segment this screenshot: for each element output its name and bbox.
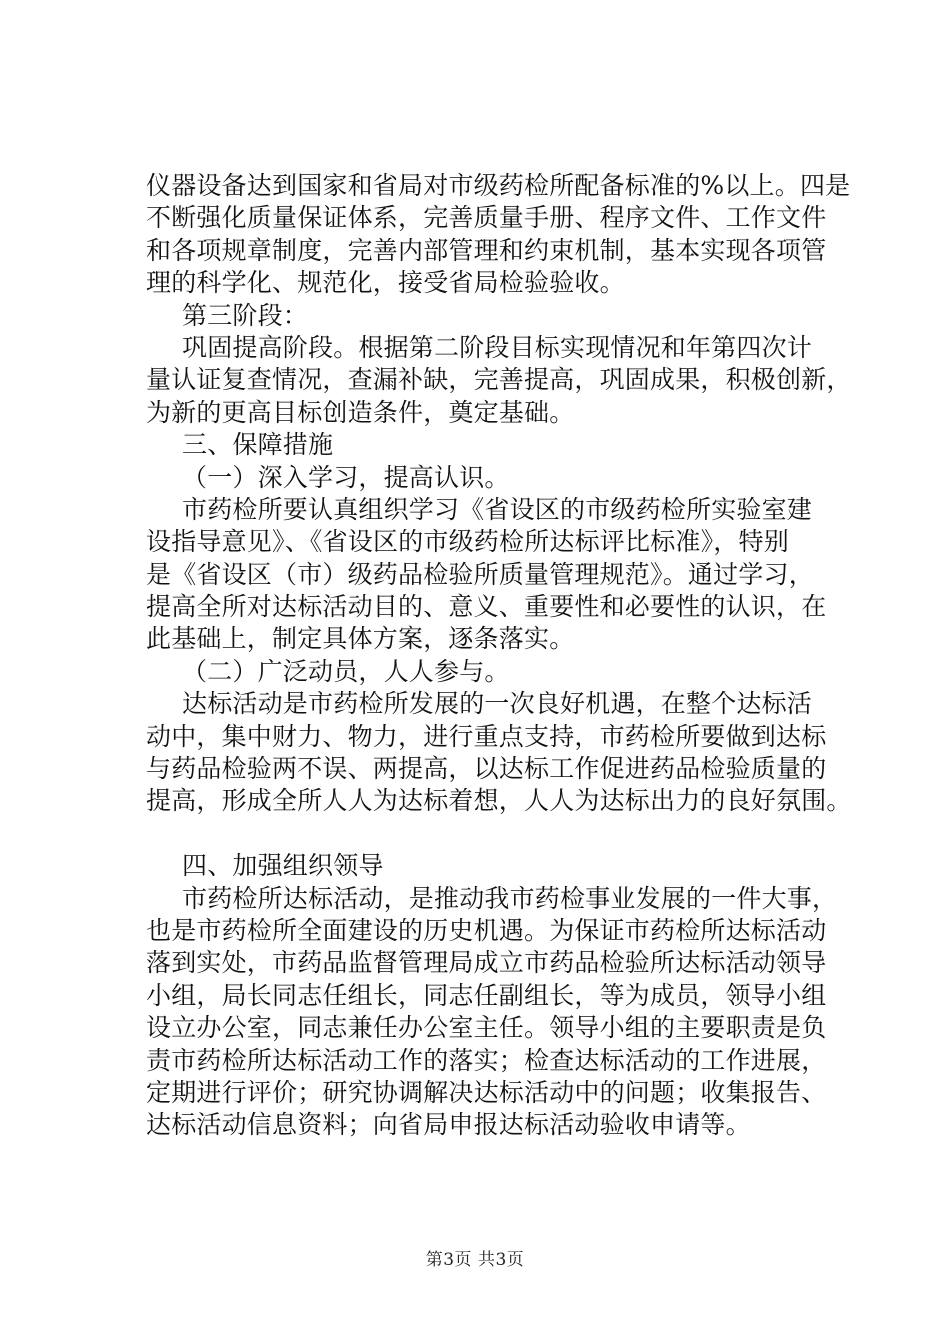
paragraph-line: 提高，形成全所人人为达标着想，人人为达标出力的良好氛围。 bbox=[146, 786, 852, 816]
paragraph-line: 是《省设区（市）级药品检验所质量管理规范》。通过学习， bbox=[146, 559, 814, 589]
section-heading: 四、加强组织领导 bbox=[182, 851, 384, 881]
paragraph-line: 和各项规章制度，完善内部管理和约束机制，基本实现各项管 bbox=[146, 235, 827, 265]
paragraph-line: 达标活动是市药检所发展的一次良好机遇，在整个达标活 bbox=[182, 689, 813, 719]
paragraph-line: 为新的更高目标创造条件，奠定基础。 bbox=[146, 397, 575, 427]
paragraph-line: 市药检所要认真组织学习《省设区的市级药检所实验室建 bbox=[182, 494, 813, 524]
paragraph-line: 设立办公室，同志兼任办公室主任。领导小组的主要职责是负 bbox=[146, 1013, 827, 1043]
paragraph-line: 也是市药检所全面建设的历史机遇。为保证市药检所达标活动 bbox=[146, 915, 827, 945]
paragraph-line: 动中，集中财力、物力，进行重点支持，市药检所要做到达标 bbox=[146, 721, 827, 751]
blank-line bbox=[146, 818, 846, 850]
section-heading: 第三阶段： bbox=[182, 300, 309, 330]
document-body bbox=[146, 170, 852, 1142]
paragraph-line: 达标活动信息资料；向省局申报达标活动验收申请等。 bbox=[146, 1110, 751, 1140]
paragraph-line: 提高全所对达标活动目的、意义、重要性和必要性的认识，在 bbox=[146, 592, 827, 622]
subsection-heading: （二）广泛动员，人人参与。 bbox=[182, 656, 510, 686]
paragraph-line: 定期进行评价；研究协调解决达标活动中的问题；收集报告、 bbox=[146, 1077, 827, 1107]
page-footer: 第3页 共3页 bbox=[425, 1250, 525, 1270]
subsection-heading: （一）深入学习，提高认识。 bbox=[182, 462, 510, 492]
paragraph-line: 设指导意见》、《省设区的市级药检所达标评比标准》，特别 bbox=[146, 527, 789, 557]
paragraph-line: 巩固提高阶段。根据第二阶段目标实现情况和年第四次计 bbox=[182, 332, 813, 362]
section-heading: 三、保障措施 bbox=[182, 430, 334, 460]
paragraph-line: 与药品检验两不误、两提高，以达标工作促进药品检验质量的 bbox=[146, 754, 827, 784]
paragraph-line: 小组，局长同志任组长，同志任副组长，等为成员，领导小组 bbox=[146, 980, 827, 1010]
paragraph-line: 市药检所达标活动，是推动我市药检事业发展的一件大事， bbox=[182, 883, 838, 913]
paragraph-line: 落到实处，市药品监督管理局成立市药品检验所达标活动领导 bbox=[146, 948, 827, 978]
paragraph-line: 理的科学化、规范化，接受省局检验验收。 bbox=[146, 268, 625, 298]
paragraph-line: 责市药检所达标活动工作的落实；检查达标活动的工作进展， bbox=[146, 1045, 827, 1075]
paragraph-line: 仪器设备达到国家和省局对市级药检所配备标准的%以上。四是 bbox=[146, 171, 851, 200]
paragraph-line: 此基础上，制定具体方案，逐条落实。 bbox=[146, 624, 575, 654]
paragraph-line: 不断强化质量保证体系，完善质量手册、程序文件、工作文件 bbox=[146, 203, 827, 233]
paragraph-line: 量认证复查情况，查漏补缺，完善提高，巩固成果，积极创新， bbox=[146, 365, 852, 395]
